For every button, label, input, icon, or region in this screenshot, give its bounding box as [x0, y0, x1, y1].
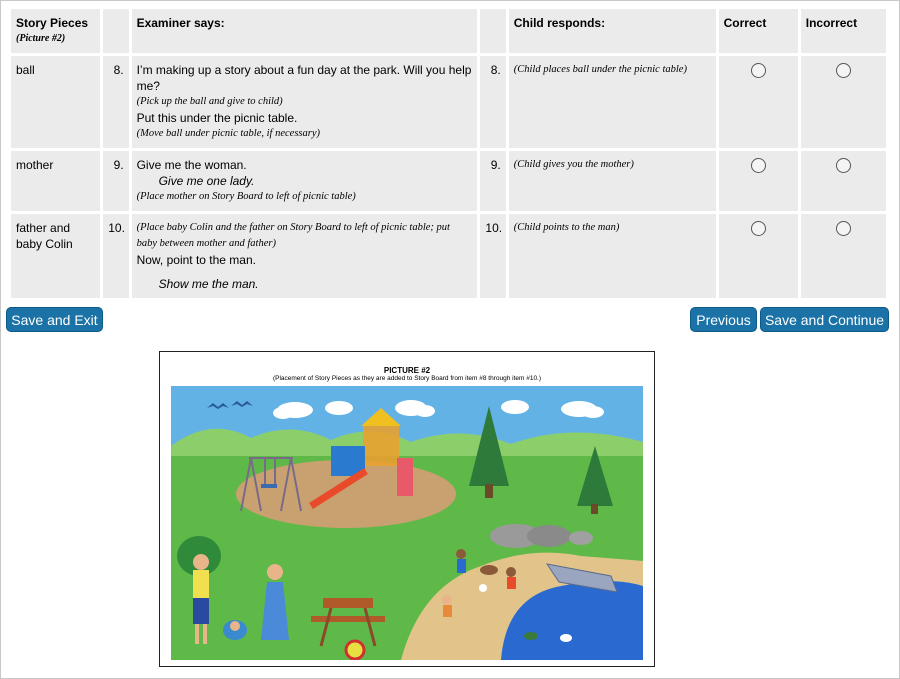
incorrect-radio[interactable]	[836, 158, 851, 173]
items-table	[8, 6, 889, 301]
table-row	[11, 214, 886, 298]
incorrect-radio[interactable]	[836, 63, 851, 78]
header-story-pieces	[11, 9, 100, 53]
examiner-instruction: (Pick up the ball and give to child)	[136, 96, 283, 107]
examiner-alt-text: Show me the man.	[158, 277, 259, 291]
header-examiner-says: Examiner says:	[132, 9, 478, 53]
examiner-alt-text: Give me one lady.	[158, 174, 255, 188]
examiner-text: I’m making up a story about a fun day at the park. Will you help me?	[136, 63, 472, 93]
item-number: 8.	[103, 56, 128, 148]
examiner-says-cell	[132, 214, 478, 298]
child-response: (Child points to the man)	[513, 222, 620, 233]
child-responds-cell	[509, 214, 716, 298]
picture-subtitle: (Placement of Story Pieces as they are added to Story Board from item #8 through item #10.)	[272, 375, 542, 382]
header-response-number	[480, 9, 505, 53]
response-number: 10.	[480, 214, 505, 298]
child-response: (Child gives you the mother)	[513, 159, 634, 170]
save-and-exit-button[interactable]: Save and Exit	[6, 307, 103, 332]
header-story-pieces-label: Story Pieces	[16, 16, 89, 30]
table-row	[11, 56, 886, 148]
header-correct: Correct	[719, 9, 798, 53]
examiner-text: Give me the woman.	[136, 158, 247, 172]
incorrect-cell	[801, 56, 886, 148]
incorrect-cell	[801, 214, 886, 298]
child-response: (Child places ball under the picnic table)	[513, 64, 687, 75]
story-piece-cell: father and baby Colin	[11, 214, 100, 298]
table-header-row	[11, 9, 886, 53]
incorrect-cell	[801, 151, 886, 211]
picture-title: PICTURE #2	[383, 366, 431, 375]
story-picture	[159, 351, 655, 667]
header-incorrect: Incorrect	[801, 9, 886, 53]
incorrect-radio[interactable]	[836, 221, 851, 236]
item-number: 9.	[103, 151, 128, 211]
item-number: 10.	[103, 214, 128, 298]
correct-radio[interactable]	[751, 158, 766, 173]
examiner-text: Now, point to the man.	[136, 253, 256, 267]
examiner-says-cell	[132, 151, 478, 211]
park-scene-illustration	[171, 386, 643, 660]
table-row	[11, 151, 886, 211]
examiner-text: Put this under the picnic table.	[136, 111, 298, 125]
examiner-instruction: (Place mother on Story Board to left of picnic table)	[136, 191, 356, 202]
header-number	[103, 9, 128, 53]
header-story-pieces-sub: (Picture #2)	[16, 33, 66, 44]
story-piece-cell: mother	[11, 151, 100, 211]
correct-cell	[719, 151, 798, 211]
header-child-responds: Child responds:	[509, 9, 716, 53]
save-and-continue-button[interactable]: Save and Continue	[760, 307, 889, 332]
correct-radio[interactable]	[751, 63, 766, 78]
examiner-instruction: (Place baby Colin and the father on Story Board to left of picnic table; put baby between mother and father)	[136, 222, 450, 249]
response-number: 8.	[480, 56, 505, 148]
examiner-instruction: (Move ball under picnic table, if necessary)	[136, 128, 320, 139]
child-responds-cell	[509, 56, 716, 148]
correct-radio[interactable]	[751, 221, 766, 236]
previous-button[interactable]: Previous	[690, 307, 757, 332]
story-piece-cell: ball	[11, 56, 100, 148]
correct-cell	[719, 56, 798, 148]
response-number: 9.	[480, 151, 505, 211]
correct-cell	[719, 214, 798, 298]
examiner-says-cell	[132, 56, 478, 148]
child-responds-cell	[509, 151, 716, 211]
